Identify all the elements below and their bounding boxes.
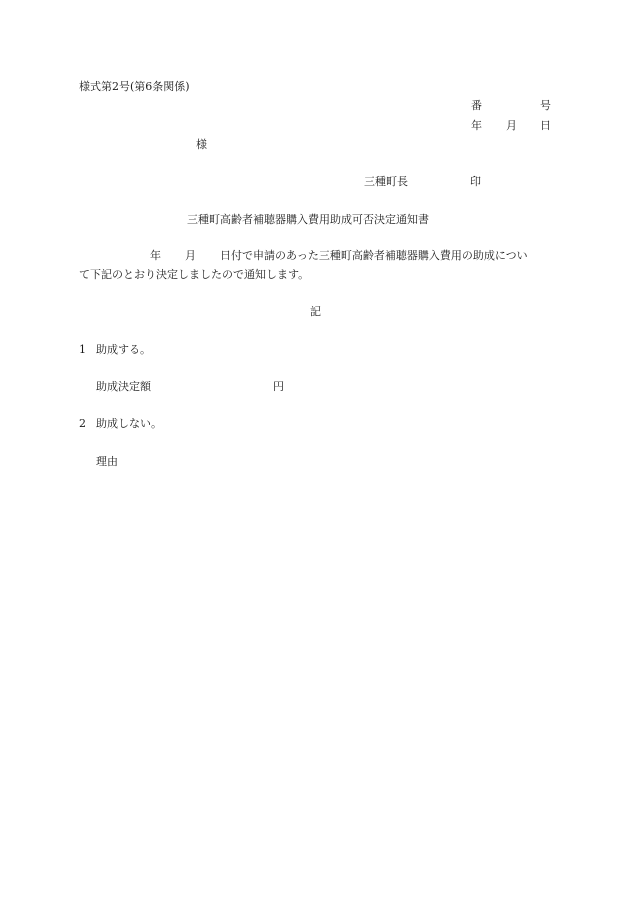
document-number-ban: 番 <box>471 99 482 112</box>
body-text-line-2: て下記のとおり決定しましたので通知します。 <box>79 268 310 281</box>
addressee-honorific: 様 <box>196 138 207 151</box>
body-month-label: 月 <box>185 249 196 262</box>
form-number-label: 様式第2号(第6条関係) <box>79 80 190 93</box>
ki-heading: 記 <box>310 305 321 318</box>
date-day-label: 日 <box>540 119 551 132</box>
seal-mark: 印 <box>470 175 481 188</box>
item-2-number: 2 <box>79 417 86 430</box>
item-1-number: 1 <box>79 343 86 356</box>
document-number-go: 号 <box>540 99 551 112</box>
item-1-detail-unit: 円 <box>273 380 284 393</box>
body-text-line-1: 日付で申請のあった三種町高齢者補聴器購入費用の助成につい <box>220 249 528 262</box>
date-month-label: 月 <box>506 119 517 132</box>
date-year-label: 年 <box>471 119 482 132</box>
document-title: 三種町高齢者補聴器購入費用助成可否決定通知書 <box>187 213 429 226</box>
item-2-label: 助成しない。 <box>96 417 162 430</box>
item-1-label: 助成する。 <box>96 343 151 356</box>
sender-title: 三種町長 <box>364 175 408 188</box>
item-2-detail-label: 理由 <box>96 455 118 468</box>
item-1-detail-label: 助成決定額 <box>96 380 151 393</box>
body-year-label: 年 <box>150 249 161 262</box>
